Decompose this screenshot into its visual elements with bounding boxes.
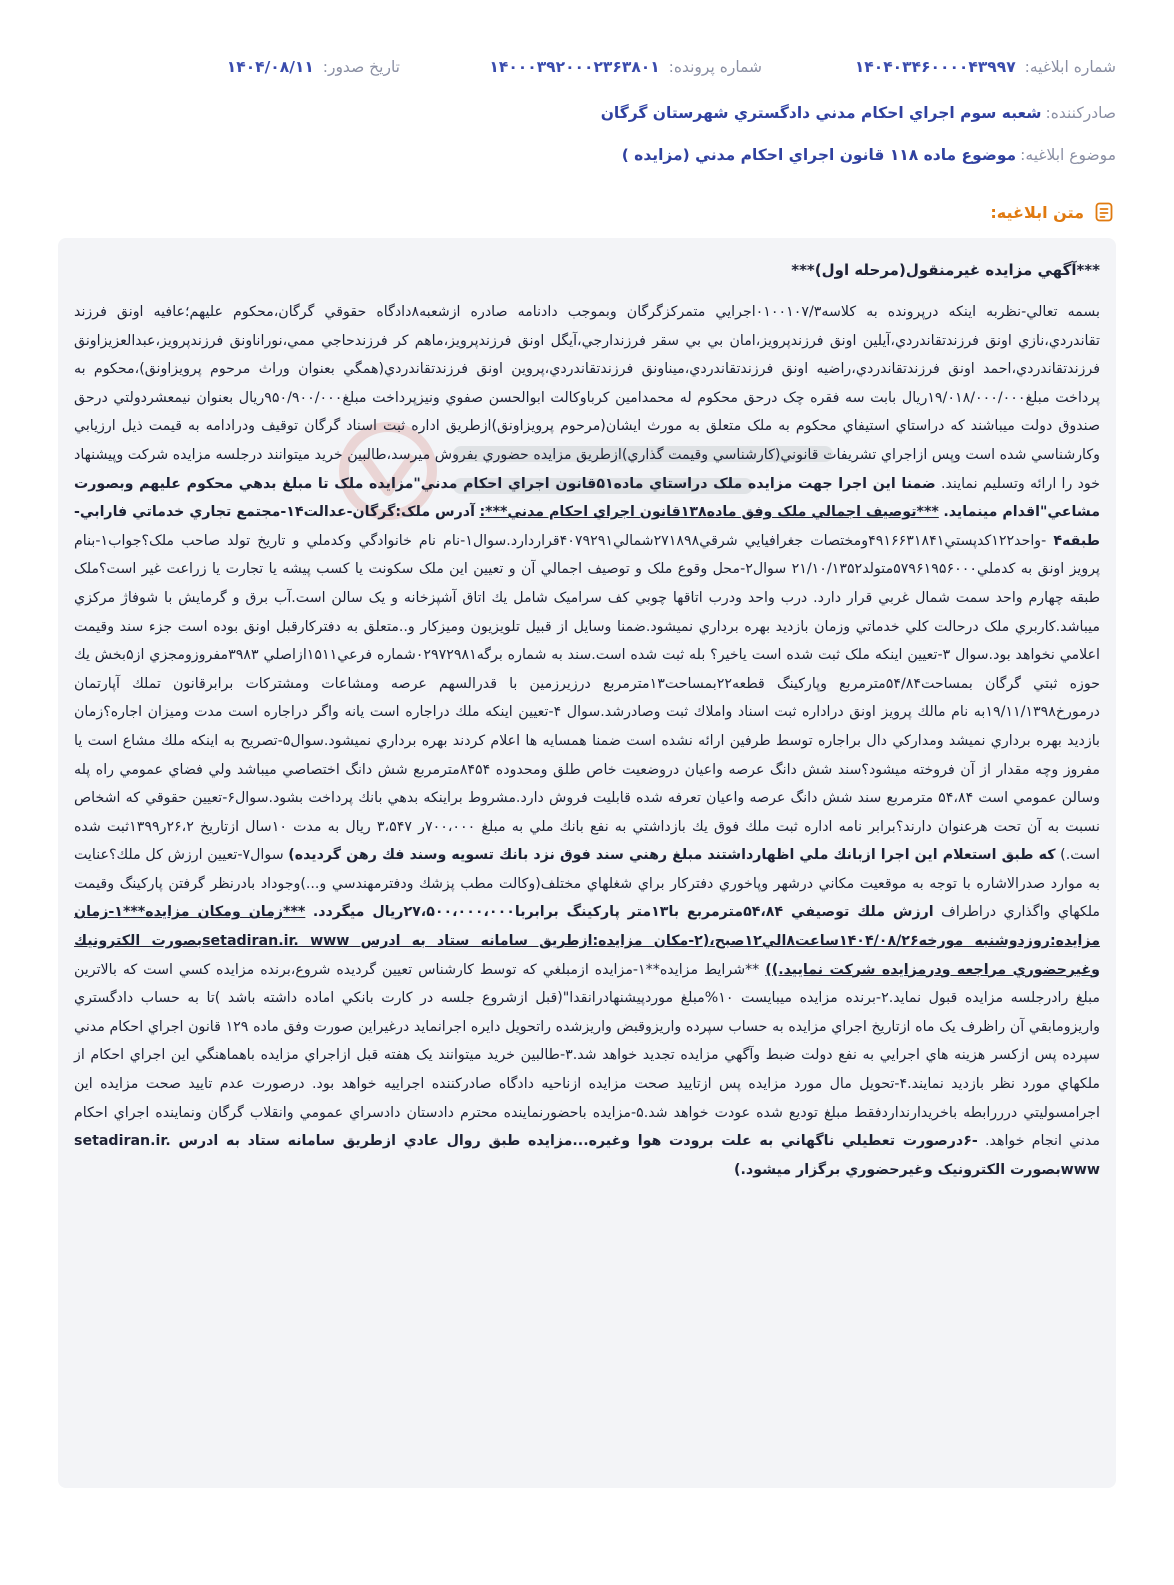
notice-body — [74, 298, 1100, 1184]
subject-value: موضوع ماده ۱۱۸ قانون اجراي احکام مدني (مزايده ) — [621, 146, 1017, 164]
notice-number-label: شماره ابلاغيه: — [1024, 58, 1116, 76]
notice-body-closure-clause: -۶درصورت تعطيلي ناگهاني به علت برودت هوا وغيره...مزايده طبق روال عادي ازطريق سامانه ستاد به ادرس setadiran.ir. wwwبصورت الکترونيک وغيرحضوري برگزار ميشود.) — [74, 1133, 1100, 1178]
notice-body-value: ارزش ملك توصيفي ۵۴،۸۴مترمربع با۱۳متر پاركينگ برابربا۲۷،۵۰۰،۰۰۰،۰۰۰ريال ميگردد. — [312, 904, 934, 921]
notice-body-description-heading: ***توصيف اجمالي ملک وفق ماده۱۳۸قانون اجراي احکام مدني***: — [479, 504, 939, 521]
notice-body-valuation: سوال۷-تعيين ارزش كل ملك؟عنايت به موارد صدرالاشاره با توجه به موقعيت مكاني درشهر وپاخوري دفتركار براي شغلهاي مختلف(وكالت مطب پزشك ودفترمهندسي و...)وجوداد بادرنظر گرفتن پاركينگ وقيمت ملكهاي واگذاري دراطراف — [74, 847, 1100, 921]
issuer-label: صادرکننده: — [1045, 104, 1116, 122]
notice-body-questions: -واحد۱۲۲کدپستي۴۹۱۶۶۳۱۸۴۱ومختصات جغرافيايي شرقي۲۷۱۸۹۸شمالي۴۰۷۹۲۹۱قراردارد.سوال۱-نام نام خانوادگي وکدملي و تاريخ تولد صاحب ملک؟جواب۱-بنام پرويز اونق به کدملي۵۷۹۶۱۹۵۶۰۰۰متولد۲۱/۱۰/۱۳۵۲ سوال۲-محل وقوع ملک و توصيف اجمالي آن و تعيين اين ملک سکونت يا کسب پيشه يا تجارت يا زراعت غير است؟ملک طبقه چهارم واحد سمت شمال غربي قرار دارد. درب واحد ودرب اتاقها چوبي کف سراميک شامل يك اتاق آشپزخانه و يک سالن است.آب برق و گرمايش با شوفاژ مرکزي ميباشد.کاربري ملک درحالت کلي خدماتي وزمان بازديد بهره برداري نميشود.ضمنا وسايل از قبيل تلويزيون وميزکار و..متعلق به دفترکارقبل اونق بوده است جزء سند وقيمت اعلامي نخواهد بود.سوال ۳-تعيين اينکه ملک ثبت شده است ياخير؟ بله ثبت شده است.سند به شماره برگه۲۹۸۱‏۰۲۹۷شماره فرعي۱۵۱۱ازاصلي ۳۹۸۳مفروزومجزي از۵بخش يك حوزه ثبتي گرگان بمساحت۵۴/۸۴مترمربع وپارکينگ قطعه۲۲بمساحت۱۳مترمربع درزيرزمين با قدرالسهم عرصه ومشاعات ومشترکات برابرقانون تملك آپارتمان درمورخ۱۹/۱۱/۱۳۹۸به نام مالك پرويز اونق دراداره ثبت اسناد واملاك ثبت وصادرشد.سوال ۴-تعيين اينكه ملك دراجاره است يانه واگر دراجاره است مدت وميزان اجاره؟زمان بازديد بهره برداري نميشد ومداركي دال براجاره توسط طرفين ارائه نشده است ضمنا همسايه ها اعلام كردند بهره برداري نميشود.سوال۵-تصريح به اينكه ملك مشاع است يا مفروز وچه مقدار از آن فروخته ميشود؟سند شش دانگ عرصه واعيان دروضعيت خاص طلق ومحدوده ۸۴۵۴مترمربع شش دانگ اختصاصي ميباشد ولي فضاي عمومي راه پله وسالن عمومي است ۵۴،۸۴ مترمربع سند شش دانگ عرصه واعيان تعرفه شده قابليت فروش دارد.مشروط براينكه بدهي بانك پرداخت بشود.سوال۶-تعيين حقوقي كه اشخاص نسبت به آن تحت هرعنوان دارند؟برابر نامه اداره ثبت ملك فوق يك بازداشتي به نفع بانك ملي به مبلغ ۷۰۰،۰۰۰ر ۳،۵۴۷ ريال به مدت ۱۰سال ازتاريخ ۲۶،۲ر۱۳۹۹ثبت شده است.) — [74, 532, 1101, 864]
case-number — [489, 58, 762, 76]
case-number-label: شماره پرونده: — [668, 58, 762, 76]
notice-body-conditions: **شرايط مزايده**۱-مزايده ازمبلغي كه توسط كارشناس تعيين گرديده شروع،برنده مزايده كسي است كه بالاترين مبلغ رادرجلسه مزايده قبول نمايد.۲-برنده مزايده ميبايست ۱۰%مبلغ موردپيشنهادرانقدا"(قبل ازشروع جلسه در كارت بانكي اماده داشته باشد )تا به حساب دادگستري واريزومابقي آن راظرف يک ماه ازتاريخ اجراي مزايده به حساب سپرده واريزوقبض واريزشده راتحويل دايره اجرانمايد درغيراين صورت وفق ماده ۱۲۹ قانون اجراي احكام مدني سپرده پس ازكسر هزينه هاي اجرايي به نفع دولت ضبط وآگهي مزايده تجديد خواهد شد.۳-طالبين خريد ميتوانند يک هفته قبل ازاجراي مزايده باهماهنگي اين اجراي احکام از ملکهاي مورد نظر بازديد نمايند.۴-تحويل مال مورد مزايده پس ازتاييد صحت مزايده ازناحيه دادگاه صادرکننده اجراييه خواهد بود. درصورت عدم تاييد صحت مزايده اين اجرامسوليتي درررابطه باخريدارنداردفقط مبلغ توديع شده عودت خواهد شد.۵-مزايده باحضورنماينده محترم دادستان دادسراي عمومي وانقلاب گرگان ونماينده اجراي احکام مدني انجام خواهد. — [74, 961, 1100, 1150]
issue-date-label: تاريخ صدور: — [322, 58, 400, 76]
notice-body-time-place: ***زمان ومكان مزايده***۱-زمان مزايده:روزدوشنبه مورخه۱۴۰۴/۰۸/۲۶ساعت۸الي۱۲صبح،(۲-مكان مزايده:ازطريق سامانه ستاد به ادرس setadiran.ir. wwwبصورت الكترونيك وغيرحضوري مراجعه ودرمزايده شركت نماييد.)) — [74, 904, 1100, 978]
issuer-value: شعبه سوم اجراي احکام مدني دادگستري شهرستان گرگان — [600, 104, 1042, 122]
notice-meta-row — [58, 58, 1116, 84]
document-list-icon — [1092, 200, 1116, 224]
subject-row — [58, 142, 1116, 168]
notice-text-heading-label: متن ابلاغيه: — [990, 202, 1084, 222]
notice-body-address: آدرس ملک:گرگان-عدالت۱۴-مجتمع تجاري خدماتي فارابي-طبقه۴ — [74, 504, 1100, 549]
notice-number-value: ۱۴۰۴۰۳۴۶۰۰۰۰۴۳۹۹۷ — [854, 58, 1016, 76]
notice-title: ***آگهي مزايده غيرمنقول(مرحله اول)*** — [791, 261, 1100, 279]
notice-number — [855, 58, 1116, 76]
notice-body-bank-inquiry: كه طبق استعلام اين اجرا ازبانك ملي اظهارداشتند مبلغ رهني سند فوق نزد بانك تسويه وسند فك رهن گرديده) — [288, 847, 1056, 864]
case-number-value: ۱۴۰۰۰۳۹۲۰۰۰۲۳۶۳۸۰۱ — [489, 58, 660, 76]
issue-date-value: ۱۴۰۴/۰۸/۱۱ — [226, 58, 314, 76]
notice-body-intro: بسمه تعالي-نظربه اينکه درپرونده به کلاسه۰۱۰۰۱۰۷/۳اجرايي متمرکزگرگان وبموجب دادنامه صادره ازشعبه۸دادگاه حقوقي گرگان،محکوم عليهم؛عافيه اونق فرزند تقاندردي،نازي اونق فرزندتقاندردي،آيلين اونق فرزندپرويز،امان بي بي سقر فرزندارجي،آيگل اونق فرزندپرويز،ماهم کر فرزندحاجي ممي،نوراناونق فرزندپرويز،عبدالعزيزاونق فرزندتقاندردي،احمد اونق فرزندتقاندردي،راضيه اونق فرزندتقاندردي،ميناونق فرزندتقاندردي،پروين اونق فرزندتقاندردي(همگي بعنوان وراث مرحوم پرويزاونق)،محکوم به پرداخت مبلغ۱۹/۰۱۸/۰۰۰/۰۰۰ريال بابت سه فقره چک درحق محکوم له محمدامين کرباوکالت ابوالحسن صفوي ونيزپرداخت مبلغ۹۵۰/۹۰۰/۰۰۰ريال بعنوان نيمعشردولتي درحق صندوق دولت ميباشند که دراستاي استيفاي محکوم به ملک متعلق به مورث ايشان(مرحوم پرويزاونق)ازطريق اداره ثبت اسناد گرگان توقيف ودرادامه به قيمت ذيل ارزيابي وکارشناسي شده است وپس ازاجراي تشريفات قانوني(کارشناسي وقيمت گذاري)ازطريق مزايده حضوري بفروش ميرسد،طالبين خريد ميتوانند درجلسه مزايده شرکت وپيشنهاد خود را ارائه وتسليم نمايند. — [74, 304, 1101, 492]
issue-date — [227, 58, 400, 76]
notice-text-heading — [990, 200, 1116, 224]
notice-body-article-51: ضمنا اين اجرا جهت مزايده ملک دراستاي ماده۵۱قانون اجراي احکام مدني"مزايده ملک تا مبلغ بدهي محکوم عليهم وبصورت مشاعي"اقدام مينمايد. — [74, 475, 1100, 521]
issuer-row — [58, 100, 1116, 126]
notice-content-box — [58, 238, 1116, 1488]
subject-label: موضوع ابلاغيه: — [1020, 146, 1116, 164]
